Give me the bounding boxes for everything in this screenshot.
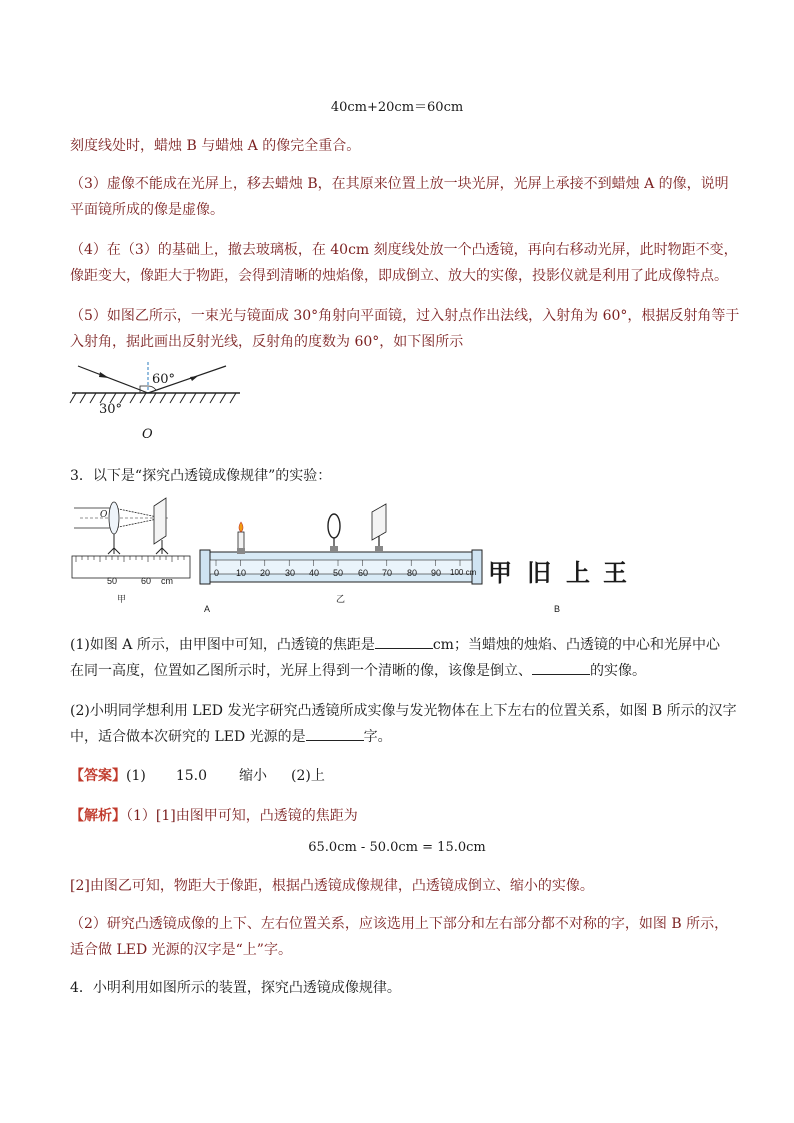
- q3-part1-line2: [70, 660, 646, 680]
- answer-char: (2)上: [291, 768, 325, 784]
- paragraph-4-line-1: （4）在（3）的基础上，撤去玻璃板，在 40cm 刻度线处放一个凸透镜，再向右移动光屏，此时物距不变，: [70, 242, 738, 258]
- analysis-line-3a: （2）研究凸透镜成像的上下、左右位置关系，应该选用上下部分和左右部分都不对称的字，如图 B 所示，: [70, 916, 729, 932]
- optical-bench-diagram: [196, 500, 486, 592]
- bench-tick-60: 60: [358, 568, 369, 578]
- bench-caption: 乙: [336, 594, 346, 604]
- bench-tick-70: 70: [382, 568, 393, 578]
- bench-tick-100: 100 cm: [450, 568, 477, 577]
- figure-jia-caption: 甲: [117, 594, 127, 604]
- q3-part2-line1: (2)小明同学想利用 LED 发光字研究凸透镜所成实像与发光物体在上下左右的位置关系，如图 B 所示的汉字: [70, 703, 737, 719]
- paragraph-3-line-1: （3）虚像不能成在光屏上，移去蜡烛 B，在其原来位置上放一块光屏，光屏上承接不到蜡烛 A 的像，说明: [70, 176, 729, 192]
- figure-jia: [70, 496, 194, 592]
- paragraph-5-line-2: 入射角，据此画出反射光线，反射角的度数为 60°，如下图所示: [70, 334, 464, 350]
- question-3-title: 3．以下是“探究凸透镜成像规律”的实验：: [70, 468, 332, 484]
- answer-image: 缩小: [239, 768, 268, 784]
- bench-tick-50: 50: [333, 568, 344, 578]
- q3-part2-line2: [70, 726, 392, 746]
- q3-part2-text-b: 中，适合做本次研究的 LED 光源的是: [70, 729, 306, 745]
- paragraph-4-line-2: 像距变大，像距大于物距，会得到清晰的烛焰像，即成倒立、放大的实像，投影仪就是利用了此成像特点。: [70, 268, 728, 284]
- figure-jia-o: O: [100, 510, 108, 520]
- bench-tick-20: 20: [260, 568, 271, 578]
- q3-part1-text-a: (1)如图 A 所示，由甲图中可知，凸透镜的焦距是: [70, 637, 375, 653]
- q3-part2-text-c: 字。: [363, 729, 392, 745]
- figure-jia-tick-50: 50: [107, 576, 118, 586]
- led-char-blank[interactable]: [306, 726, 364, 741]
- paragraph-3-line-2: 平面镜所成的像是虚像。: [70, 202, 224, 218]
- paragraph-1: 刻度线处时，蜡烛 B 与蜡烛 A 的像完全重合。: [70, 138, 361, 154]
- image-type-blank[interactable]: [532, 660, 590, 675]
- figure-jia-tick-cm: cm: [161, 576, 173, 586]
- hanzi-jia: 甲: [488, 559, 512, 587]
- hanzi-wang: 王: [603, 559, 627, 587]
- top-formula: 40cm+20cm＝60cm: [330, 100, 464, 115]
- analysis-line-3b: 适合做 LED 光源的汉字是“上”字。: [70, 942, 292, 958]
- figure-b-tag: B: [554, 604, 561, 614]
- figure-a-tag: A: [204, 604, 211, 614]
- bench-tick-0: 0: [214, 568, 220, 578]
- analysis-line-1: [70, 805, 358, 825]
- bench-tick-10: 10: [236, 568, 247, 578]
- hanzi-jiu: 旧: [527, 559, 551, 587]
- analysis-1-text: （1）[1]由图甲可知，凸透镜的焦距为: [126, 808, 358, 824]
- q3-part1-text-c: 的实像。: [590, 663, 646, 679]
- formula-focal: 65.0cm - 50.0cm = 15.0cm: [308, 840, 486, 855]
- analysis-tag: 【解析】: [70, 808, 126, 824]
- point-o-label: O: [142, 427, 153, 442]
- angle-60-label: 60°: [152, 372, 176, 387]
- answer-tag: 【答案】: [70, 768, 126, 784]
- q3-part1-unit: cm；当蜡烛的烛焰、凸透镜的中心和光屏中心: [432, 637, 720, 653]
- bench-tick-30: 30: [285, 568, 296, 578]
- answer-item-1: (1): [126, 768, 146, 784]
- angle-30-label: 30°: [99, 402, 123, 417]
- paragraph-5-line-1: （5）如图乙所示，一束光与镜面成 30°角射向平面镜，过入射点作出法线，入射角为 60°，根据反射角等于: [70, 308, 740, 324]
- figure-jia-tick-60: 60: [141, 576, 152, 586]
- bench-tick-90: 90: [431, 568, 442, 578]
- analysis-line-2: [2]由图乙可知，物距大于像距，根据凸透镜成像规律，凸透镜成倒立、缩小的实像。: [70, 878, 594, 894]
- answer-line: [70, 765, 325, 785]
- q3-part1-text-b: 在同一高度，位置如乙图所示时，光屏上得到一个清晰的像，该像是倒立、: [70, 663, 532, 679]
- answer-focal: 15.0: [175, 768, 208, 784]
- q3-part1-line1: [70, 634, 720, 654]
- hanzi-shang: 上: [566, 559, 590, 587]
- focal-length-blank[interactable]: [375, 634, 433, 649]
- question-4: 4．小明利用如图所示的装置，探究凸透镜成像规律。: [70, 980, 401, 996]
- bench-tick-40: 40: [309, 568, 320, 578]
- bench-tick-80: 80: [407, 568, 418, 578]
